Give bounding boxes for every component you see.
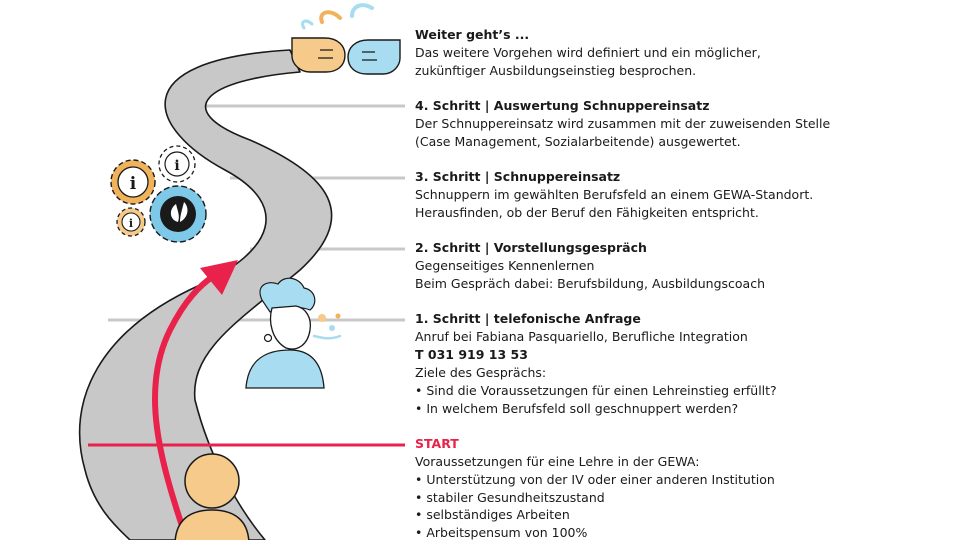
- list-item: • stabiler Gesundheitszustand: [415, 489, 955, 507]
- step-title: START: [415, 435, 955, 453]
- step-description-line: Voraussetzungen für eine Lehre in der GEWA:: [415, 453, 955, 471]
- step-description-line: (Case Management, Sozialarbeitende) ausgewertet.: [415, 133, 955, 151]
- step-description-line: Herausfinden, ob der Beruf den Fähigkeiten entspricht.: [415, 204, 955, 222]
- fist-bump-icon: [292, 5, 400, 74]
- requirements-list: [415, 471, 955, 541]
- svg-text:i: i: [130, 174, 137, 194]
- step-description-line: Gegenseitiges Kennenlernen: [415, 257, 955, 275]
- thinking-woman-icon: [246, 278, 341, 388]
- step-description-line: Schnuppern im gewählten Berufsfeld an einem GEWA-Standort.: [415, 186, 955, 204]
- step-2: [415, 239, 955, 293]
- svg-text:i: i: [174, 158, 179, 174]
- list-item: • Unterstützung von der IV oder einer anderen Institution: [415, 471, 955, 489]
- step-title: 2. Schritt | Vorstellungsgespräch: [415, 239, 955, 257]
- step-title: 3. Schritt | Schnuppereinsatz: [415, 168, 955, 186]
- step-title: 1. Schritt | telefonische Anfrage: [415, 310, 955, 328]
- step-description-line: Das weitere Vorgehen wird definiert und ein möglicher,: [415, 44, 955, 62]
- info-gears-icon: [111, 146, 206, 242]
- step-description-line: zukünftiger Ausbildungseinstieg besprochen.: [415, 62, 955, 80]
- list-item: • Arbeitspensum von 100%: [415, 524, 955, 541]
- step-continue: [415, 26, 955, 80]
- step-4: [415, 97, 955, 151]
- step-subheading: Ziele des Gesprächs:: [415, 364, 955, 382]
- svg-text:i: i: [129, 217, 133, 230]
- step-title: 4. Schritt | Auswertung Schnuppereinsatz: [415, 97, 955, 115]
- step-3: [415, 168, 955, 222]
- list-item: • Sind die Voraussetzungen für einen Lehreinstieg erfüllt?: [415, 382, 955, 400]
- step-1: [415, 310, 955, 417]
- goals-list: [415, 382, 955, 417]
- step-title: Weiter geht’s ...: [415, 26, 955, 44]
- list-item: • selbständiges Arbeiten: [415, 506, 955, 524]
- step-description-line: Beim Gespräch dabei: Berufsbildung, Ausbildungscoach: [415, 275, 955, 293]
- step-description-line: Anruf bei Fabiana Pasquariello, Berufliche Integration: [415, 328, 955, 346]
- step-description-line: Der Schnuppereinsatz wird zusammen mit der zuweisenden Stelle: [415, 115, 955, 133]
- list-item: • In welchem Berufsfeld soll geschnuppert werden?: [415, 400, 955, 418]
- step-start: [415, 435, 955, 541]
- phone-number: T 031 919 13 53: [415, 346, 955, 364]
